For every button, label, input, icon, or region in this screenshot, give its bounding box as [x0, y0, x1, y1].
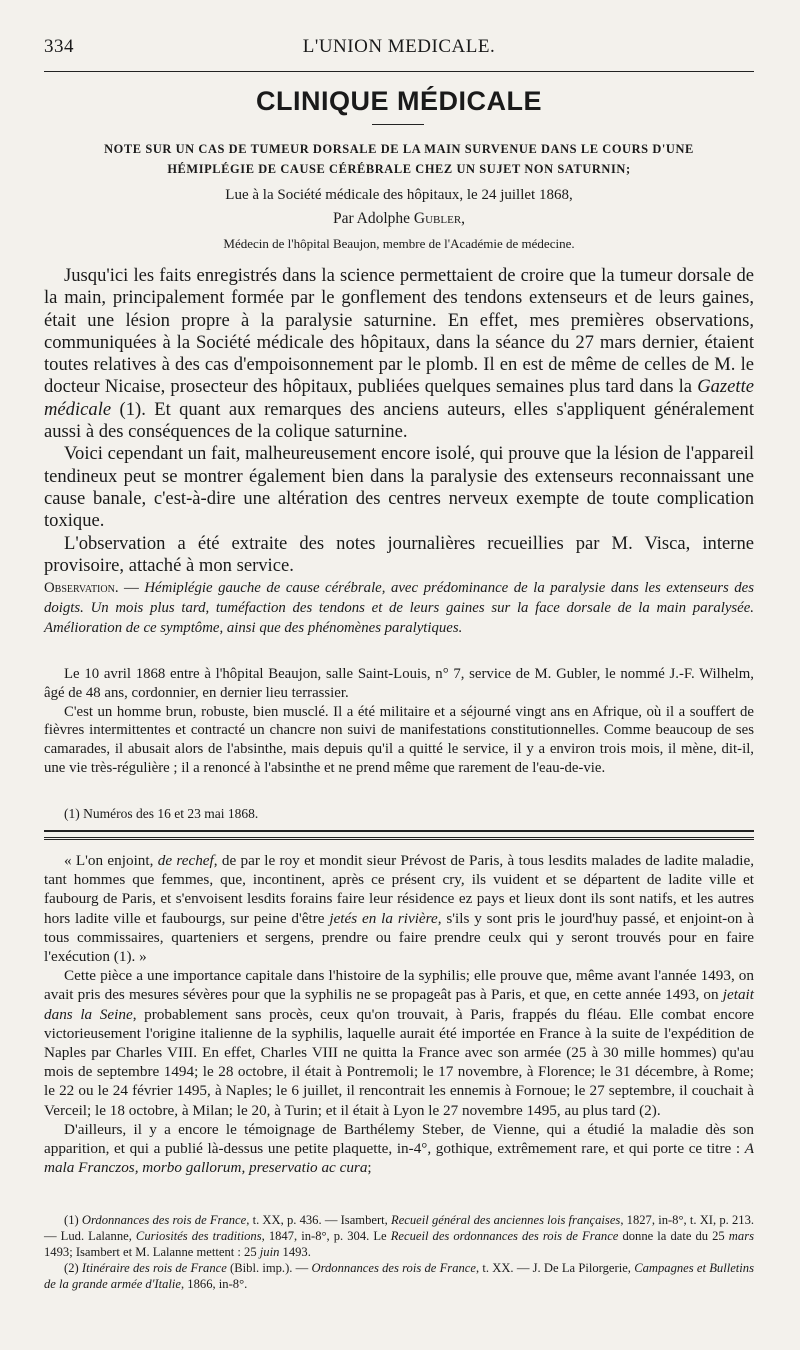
paragraph-1 [44, 265, 754, 443]
fn1-b: , t. XX, p. 436. — Isambert, [246, 1213, 392, 1227]
journal-title: L'UNION MEDICALE. [302, 36, 496, 57]
article-body [44, 265, 754, 577]
feuilleton-footnote-1 [44, 1212, 754, 1260]
fn1-it4: Recueil des ordonnances des rois de France [390, 1229, 619, 1243]
fn1-it3: Curiosités des traditions [135, 1229, 262, 1243]
fn1-it2: Recueil général des anciennes lois françaises [391, 1213, 621, 1227]
author-affiliation: Médecin de l'hôpital Beaujon, membre de l'Académie de médecine. [223, 236, 575, 251]
f2-italic: jetait dans la Seine [44, 986, 754, 1023]
presentation-note: Lue à la Société médicale des hôpitaux, le 24 juillet 1868, [225, 187, 573, 203]
feuilleton-footnote-2 [44, 1260, 754, 1292]
fn1-e: donne la date du 25 [618, 1229, 729, 1243]
observation-summary: Hémiplégie gauche de cause cérébrale, avec prédominance de la paralysie dans les extenseurs des doigts. Un mois plus tard, tuméfaction des tendons et de leurs gaines sur la face dorsale de la main paralysée. Amélioration de ce symptôme, ainsi que des phénomènes paralytiques. [44, 580, 754, 636]
feuilleton-footnotes [44, 1212, 754, 1292]
observation-heading [44, 578, 754, 638]
author-suffix: , [461, 210, 466, 227]
page-number: 334 [44, 36, 74, 57]
f3-text-a: D'ailleurs, il y a encore le témoignage de Barthélemy Steber, de Vienne, qui a étudié la maladie dès son apparition, et qui a publié là-dessus une petite plaquette, in-4°, gothique, extrêmement rare, et qui porte ce titre : [44, 1120, 754, 1158]
feuilleton-paragraph-3 [44, 1120, 754, 1178]
case-paragraph-2: C'est un homme brun, robuste, bien musclé. Il a été militaire et a séjourné vingt ans en Afrique, où il a souffert de fièvres intermittentes et contracté un chancre non suivi de manifestations constitutionnelles. Comme beaucoup de ses camarades, il abusait alors de l'absinthe, mais depuis qu'il a quitté le service, il y a environ trois mois, il mène, dit-il, une vie très-régulière ; il a renoncé à l'absinthe et ne prend même que rarement de l'eau-de-vie. [44, 703, 754, 776]
f2-text-a: Cette pièce a une importance capitale dans l'histoire de la syphilis; elle prouve que, même avant l'année 1493, on avait pris des mesures sévères pour que la syphilis ne se propageât pas à Paris, et que, en cette année 1493, on [44, 967, 754, 1004]
fn2-it2: Ordonnances des rois de France [311, 1261, 476, 1275]
observation-label: Observation. [44, 580, 119, 596]
fn1-d: , 1847, in-8°, p. 304. Le [261, 1229, 391, 1243]
fn1-c: , 1827, in-8°, t. XI, p. 213. — Lud. Lalanne, [44, 1213, 755, 1243]
feuilleton-divider-thin [44, 839, 754, 840]
feuilleton-divider [44, 830, 754, 838]
f1-italic-2: jetés en la rivière [329, 909, 438, 927]
f1-text-c: , s'ils y sont pris le jourd'huy passé, et enjoint-on à tous commissaires, quarteniers et sergens, prendre ou faire prendre ceulx qui y seront trouvés pour en faire l'exécution (1). » [44, 909, 754, 966]
article-title-line-2: HÉMIPLÉGIE DE CAUSE CÉRÉBRALE CHEZ UN SUJET NON SATURNIN; [167, 162, 631, 176]
case-paragraph-1: Le 10 avril 1868 entre à l'hôpital Beaujon, salle Saint-Louis, n° 7, service de M. Gubler, le nommé J.-F. Wilhelm, âgé de 48 ans, cordonnier, en dernier lieu terrassier. [44, 666, 754, 701]
fn2-it1: Itinéraire des rois de France [81, 1261, 227, 1275]
paragraph-1-end: (1). Et quant aux remarques des anciens auteurs, elles s'appliquent généralement aussi à des conséquences de la colique saturnine. [44, 398, 754, 443]
feuilleton-paragraph-2 [44, 966, 754, 1120]
paragraph-1-text: Jusqu'ici les faits enregistrés dans la science permettaient de croire que la tumeur dorsale de la main, principalement formée par le gonflement des tendons extenseurs et de leurs gaines, était une lésion propre à la paralysie saturnine. En effet, mes premières observations, communiquées à la Société médicale des hôpitaux, dans la séance du 27 mars dernier, étaient toutes relatives à des cas d'empoisonnement par le plomb. Il en est de même de celles de M. le docteur Nicaise, prosecteur des hôpitaux, publiées quelques semaines plus tard dans la [44, 265, 754, 398]
fn1-it5: mars [728, 1229, 754, 1243]
gazette-reference: Gazette médicale [44, 376, 754, 420]
f3-italic: A mala Franczos, morbo gallorum, preservatio ac cura [44, 1140, 754, 1177]
article-title [44, 139, 754, 179]
f1-text-a: « L'on enjoint, [64, 852, 158, 869]
fn1-g: 1493. [279, 1245, 311, 1259]
fn1-it6: juin [259, 1245, 280, 1259]
fn2-b: (Bibl. imp.). — [226, 1261, 312, 1275]
fn1-a: (1) [64, 1213, 82, 1227]
fn2-d: , 1866, in-8°. [181, 1277, 248, 1291]
fn2-c: , t. XX. — J. De La Pilorgerie, [475, 1261, 635, 1275]
author-name: Gubler [413, 210, 462, 227]
header-rule [44, 71, 754, 72]
case-report [44, 665, 754, 778]
section-rule [372, 124, 424, 125]
author-prefix: Par Adolphe [332, 210, 411, 227]
feuilleton-paragraph-1 [44, 851, 754, 966]
paragraph-3: L'observation a été extraite des notes journalières recueillies par M. Visca, interne provisoire, attaché à mon service. [44, 532, 754, 576]
fn2-a: (2) [64, 1261, 82, 1275]
f2-text-b: , probablement sans procès, ceux qu'on trouvait, à Paris, frappés du fléau. Elle combat encore victorieusement l'origine italienne de la syphilis, laquelle aurait été importée en France à la suite de l'expédition de Naples par Charles VIII. En effet, Charles VIII ne quitta la France avec son armée (25 à 30 mille hommes) qu'au mois de septembre 1494; le 28 octobre, il était à Pontremoli; le 17 novembre, à Florence; le 31 décembre, à Rome; le 22 ou le 24 février 1495, à Naples; le 6 juillet, il rencontrait les ennemis à Fornoue; le 27 septembre, il couchait à Verceil; le 18 octobre, à Milan; le 20, à Turin; et il était à Lyon le 27 novembre 1495, au plus tard (2). [44, 1005, 754, 1119]
fn1-f: 1493; Isambert et M. Lalanne mettent : 25 [44, 1245, 260, 1259]
f1-italic-1: de rechef [157, 852, 214, 869]
paragraph-2: Voici cependant un fait, malheureusement encore isolé, qui prouve que la lésion de l'appareil tendineux peut se montrer également bien dans la paralysie des extenseurs reconnaissant une cause banale, c'est-à-dire une altération des centres nerveux exempte de toute complication toxique. [44, 443, 754, 532]
feuilleton [44, 851, 754, 1177]
fn1-it1: Ordonnances des rois de France [81, 1213, 247, 1227]
f3-text-b: ; [367, 1159, 372, 1177]
article-title-line-1: NOTE SUR UN CAS DE TUMEUR DORSALE DE LA MAIN SURVENUE DANS LE COURS D'UNE [104, 142, 694, 156]
observation-dash: — [118, 580, 145, 596]
fn2-it3: Campagnes et Bulletins de la grande armée d'Italie [44, 1261, 754, 1291]
f1-text-b: , de par le roy et mondit sieur Prévost de Paris, à tous lesdits malades de ladite maladie, tant hommes que femmes, que, incontinent, après ce présent cry, ils vuident et se départent de ladite ville et faubourg de Paris, et s'envoisent lesdits forains faire leur résidence ez pays et lieux dont ils sont natifs, et les autres hors ladite ville et faubourgs, sur peine d'être [44, 852, 754, 927]
article-footnote: (1) Numéros des 16 et 23 mai 1868. [64, 806, 259, 821]
section-title: CLINIQUE MÉDICALE [255, 86, 542, 116]
author-line [44, 210, 754, 228]
